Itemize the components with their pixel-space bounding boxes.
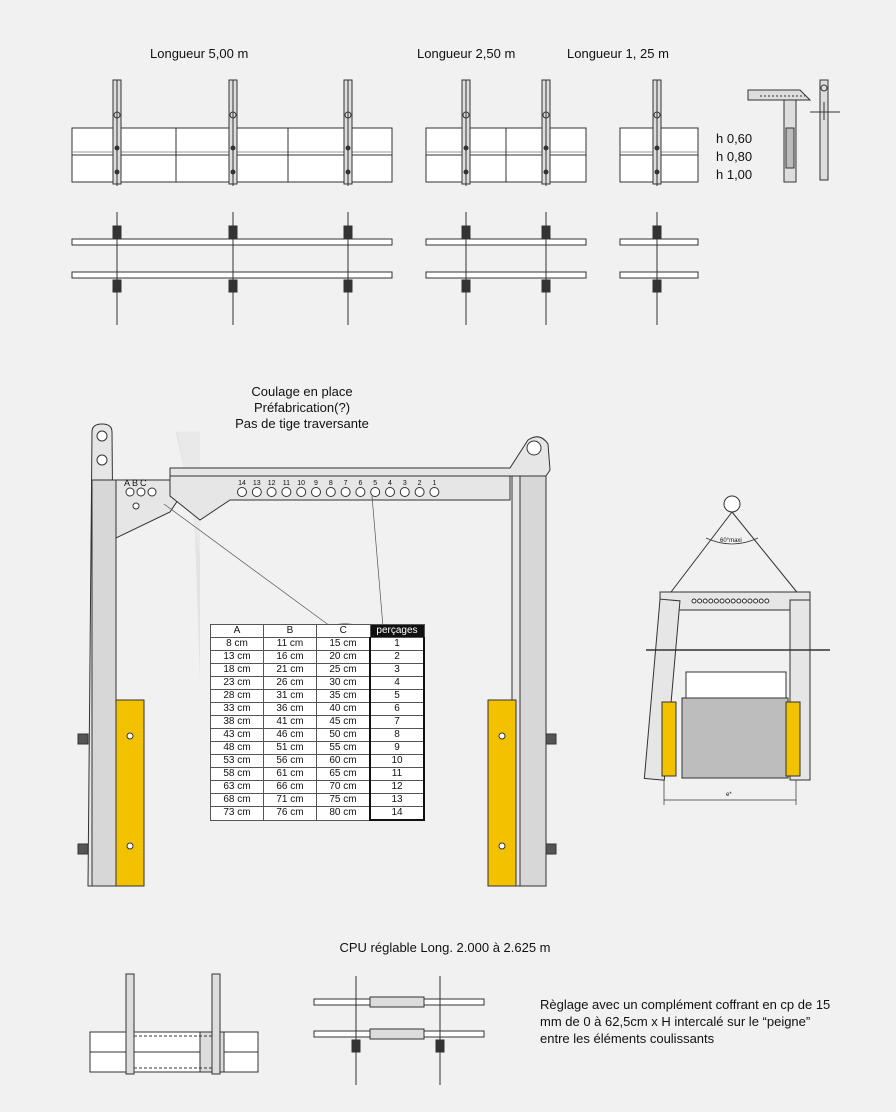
table-row	[211, 781, 425, 794]
hole-circle	[267, 488, 276, 497]
col-percages: perçages	[370, 625, 424, 638]
table-cell: 61 cm	[264, 768, 317, 781]
table-cell: 58 cm	[211, 768, 264, 781]
hanging-hole-circle	[765, 599, 769, 603]
table-row	[211, 664, 425, 677]
hole-number: 5	[373, 480, 378, 487]
clamp-5m-1	[113, 80, 121, 186]
table-cell: 41 cm	[264, 716, 317, 729]
hole-number: 13	[252, 480, 261, 487]
hole-letter-c: C	[140, 478, 149, 488]
hole-number: 8	[328, 480, 333, 487]
hole-circle	[252, 488, 261, 497]
clamp-5m-3	[344, 80, 352, 186]
table-cell: 55 cm	[317, 742, 371, 755]
hanging-hole-circle	[698, 599, 702, 603]
hole-circle	[341, 488, 350, 497]
table-row	[211, 768, 425, 781]
table-cell: 73 cm	[211, 807, 264, 821]
hole-circle	[415, 488, 424, 497]
hole-letter-a: A	[124, 478, 133, 488]
hanging-hole-circle	[731, 599, 735, 603]
label-length-2-5m: Longueur 2,50 m	[417, 46, 516, 61]
hanging-hole-circle	[742, 599, 746, 603]
hole-circle	[282, 488, 291, 497]
hole-number: 10	[297, 480, 306, 487]
hole-circle	[386, 488, 395, 497]
hole-number: 6	[358, 480, 363, 487]
col-a: A	[211, 625, 264, 638]
hole-letter-b: B	[132, 478, 141, 488]
height-1-00: h 1,00	[716, 167, 753, 182]
hole-number: 2	[417, 480, 422, 487]
hanging-hole-circle	[720, 599, 724, 603]
height-0-60: h 0,60	[716, 131, 753, 146]
bottom-title: CPU réglable Long. 2.000 à 2.625 m	[339, 940, 551, 955]
clamp-2-5m-1	[462, 80, 470, 186]
table-cell: 76 cm	[264, 807, 317, 821]
center-titles	[212, 384, 392, 432]
hanging-hole-circle	[692, 599, 696, 603]
table-row	[211, 755, 425, 768]
bottom-front-view	[90, 974, 258, 1074]
hanging-hole-circle	[709, 599, 713, 603]
title-pas-de-tige: Pas de tige traversante	[235, 416, 369, 431]
table-cell: 46 cm	[264, 729, 317, 742]
table-cell: 50 cm	[317, 729, 371, 742]
table-cell: 38 cm	[211, 716, 264, 729]
title-prefabrication: Préfabrication(?)	[253, 400, 351, 415]
table-cell: 12	[370, 781, 424, 794]
hanging-hole-circle	[737, 599, 741, 603]
table-cell: 5	[370, 690, 424, 703]
bottom-description: Règlage avec un complément coffrant en cp de 15 mm de 0 à 62,5cm x H intercalé sur le “peigne” entre les éléments coulissants	[540, 997, 831, 1046]
table-row	[211, 690, 425, 703]
table-row	[211, 794, 425, 807]
hanging-hole-circle	[714, 599, 718, 603]
hole-number: 14	[238, 480, 246, 487]
table-cell: 25 cm	[317, 664, 371, 677]
table-cell: 45 cm	[317, 716, 371, 729]
table-cell: 60 cm	[317, 755, 371, 768]
hole-circle	[400, 488, 409, 497]
table-cell: 70 cm	[317, 781, 371, 794]
table-cell: 15 cm	[317, 638, 371, 651]
table-cell: 31 cm	[264, 690, 317, 703]
table-cell: 13	[370, 794, 424, 807]
bottom-plan-view	[314, 976, 484, 1085]
hole-circle	[312, 488, 321, 497]
table-cell: 51 cm	[264, 742, 317, 755]
table-cell: 11	[370, 768, 424, 781]
plan-view-1-25m	[620, 212, 698, 325]
hole-number: 1	[432, 480, 437, 487]
table-body	[211, 638, 425, 821]
table-cell: 7	[370, 716, 424, 729]
table-cell: 40 cm	[317, 703, 371, 716]
side-view-small	[748, 80, 840, 182]
hole-circle	[356, 488, 365, 497]
table-cell: 21 cm	[264, 664, 317, 677]
hole-circle	[371, 488, 380, 497]
table-row	[211, 807, 425, 821]
angle-label: 60°maxi	[720, 538, 742, 544]
table-cell: 13 cm	[211, 651, 264, 664]
table-row	[211, 716, 425, 729]
clamp-1-25m	[653, 80, 661, 186]
table-row	[211, 651, 425, 664]
hole-number: 12	[267, 480, 276, 487]
height-0-80: h 0,80	[716, 149, 753, 164]
hole-number: 9	[314, 480, 318, 487]
table-row	[211, 703, 425, 716]
table-cell: 8 cm	[211, 638, 264, 651]
hanging-hole-circle	[754, 599, 758, 603]
table-cell: 26 cm	[264, 677, 317, 690]
table-cell: 1	[370, 638, 424, 651]
table-cell: 65 cm	[317, 768, 371, 781]
table-cell: 23 cm	[211, 677, 264, 690]
table-cell: 14	[370, 807, 424, 821]
table-cell: 2	[370, 651, 424, 664]
table-cell: 71 cm	[264, 794, 317, 807]
title-coulage: Coulage en place	[251, 384, 353, 399]
hanging-hole-circle	[703, 599, 707, 603]
front-view-2-5m	[426, 80, 586, 186]
clamp-2-5m-2	[542, 80, 550, 186]
table-row	[211, 729, 425, 742]
table-cell: 6	[370, 703, 424, 716]
table-row	[211, 677, 425, 690]
hole-circle	[430, 488, 439, 497]
table-cell: 9	[370, 742, 424, 755]
label-length-1-25m: Longueur 1, 25 m	[567, 46, 669, 61]
table-cell: 36 cm	[264, 703, 317, 716]
plan-view-2-5m	[426, 212, 586, 325]
table-cell: 30 cm	[317, 677, 371, 690]
hole-letters	[124, 478, 149, 488]
table-cell: 8	[370, 729, 424, 742]
hole-circle	[238, 488, 247, 497]
table-cell: 28 cm	[211, 690, 264, 703]
hole-number: 3	[402, 480, 407, 487]
hole-circle	[297, 488, 306, 497]
plan-view-5m	[72, 212, 392, 325]
col-c: C	[317, 625, 371, 638]
table-cell: 66 cm	[264, 781, 317, 794]
drilling-table	[210, 624, 425, 821]
table-cell: 48 cm	[211, 742, 264, 755]
table-header	[211, 625, 425, 638]
front-view-1-25m	[620, 80, 698, 186]
hole-circle	[326, 488, 335, 497]
width-label: e*	[726, 792, 732, 798]
hole-number: 4	[388, 480, 392, 487]
table-row	[211, 638, 425, 651]
front-view-5m	[72, 80, 392, 186]
table-cell: 56 cm	[264, 755, 317, 768]
table-cell: 63 cm	[211, 781, 264, 794]
hole-number: 7	[343, 480, 348, 487]
table-cell: 53 cm	[211, 755, 264, 768]
table-cell: 68 cm	[211, 794, 264, 807]
hanging-hole-circle	[726, 599, 730, 603]
table-cell: 80 cm	[317, 807, 371, 821]
hole-number: 11	[282, 480, 291, 487]
hanging-hole-circle	[759, 599, 763, 603]
label-length-5m: Longueur 5,00 m	[150, 46, 249, 61]
table-cell: 16 cm	[264, 651, 317, 664]
table-cell: 11 cm	[264, 638, 317, 651]
table-cell: 43 cm	[211, 729, 264, 742]
table-cell: 4	[370, 677, 424, 690]
table-cell: 20 cm	[317, 651, 371, 664]
table-cell: 35 cm	[317, 690, 371, 703]
table-cell: 18 cm	[211, 664, 264, 677]
table-row	[211, 742, 425, 755]
table-cell: 3	[370, 664, 424, 677]
table-cell: 33 cm	[211, 703, 264, 716]
table-cell: 10	[370, 755, 424, 768]
table-cell: 75 cm	[317, 794, 371, 807]
clamp-5m-2	[229, 80, 237, 186]
hanging-hole-circle	[748, 599, 752, 603]
col-b: B	[264, 625, 317, 638]
